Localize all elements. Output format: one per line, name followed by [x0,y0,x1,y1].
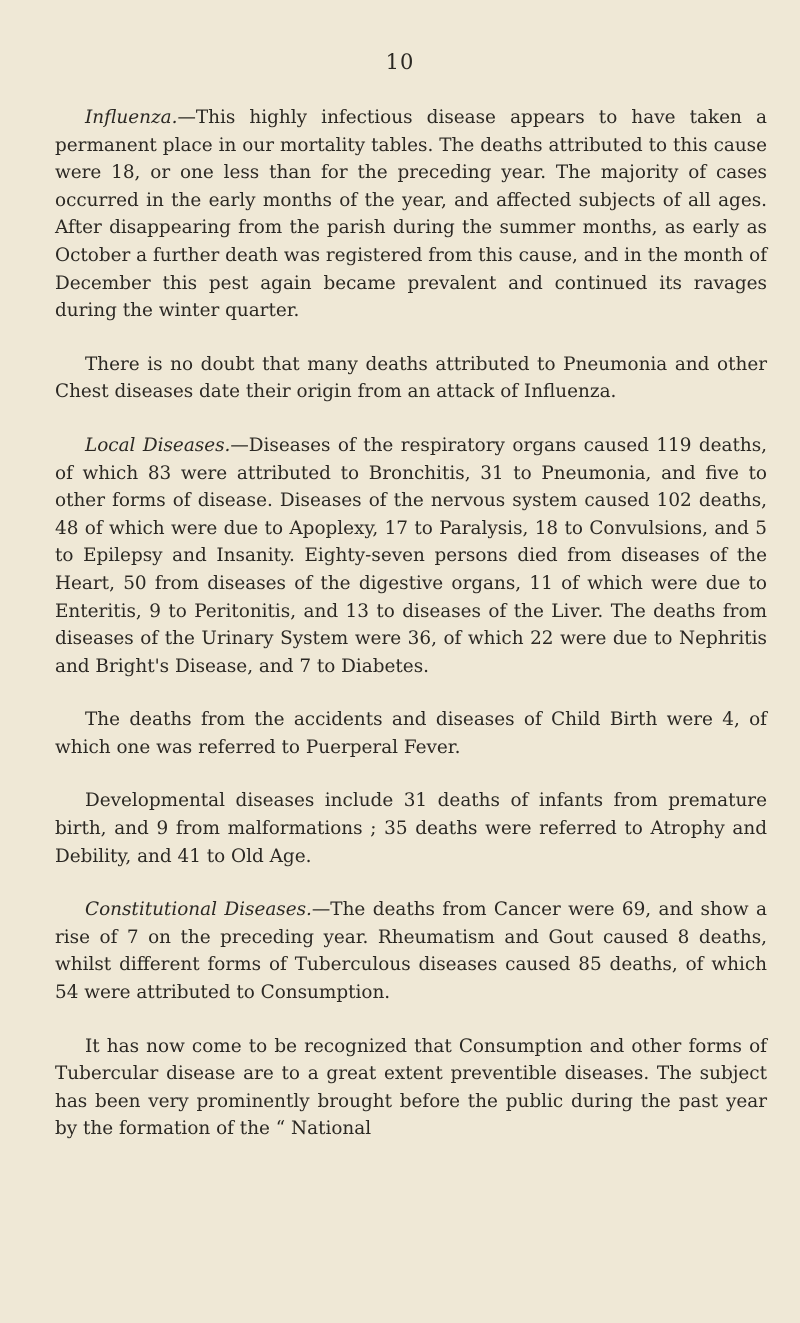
paragraph-text: It has now come to be recognized that Consumption and other forms of Tubercular disease are to a great extent preventible diseases. The subject has been very prominently brought before the public during the past year by the formation of the “ National [55,1035,767,1140]
paragraph-text: —This highly infectious disease appears to have taken a permanent place in our mortality tables. The deaths attributed to this cause were 18, or one less than for the preceding year. The majority of cases occurred in the early months of the year, and affected subjects of all ages. After disappearing from the parish during the summer months, as early as October a further death was registered from this cause, and in the month of December this pest again became prevalent and continued its ravages during the winter quarter. [55,107,767,322]
section-heading-local-diseases: Local Diseases. [85,434,231,456]
paragraph-text: The deaths from the accidents and diseases of Child Birth were 4, of which one was referred to Puerperal Fever. [55,709,767,758]
paragraph-local-diseases [55,432,767,680]
paragraph-developmental [55,787,767,870]
page-number: 10 [385,50,415,74]
paragraph-child-birth [55,706,767,761]
section-heading-influenza: Influenza. [85,107,178,128]
body-text [55,104,767,1167]
paragraph-text: —The deaths from Cancer were 69, and show a rise of 7 on the preceding year. Rheumatism and Gout caused 8 deaths, whilst different forms of Tuberculous diseases caused 85 deaths, of which 54 were attributed to Consumption. [55,899,767,1004]
paragraph-text: —Diseases of the respiratory organs caused 119 deaths, of which 83 were attributed to Bronchitis, 31 to Pneumonia, and five to other forms of disease. Diseases of the nervous system caused 102 deaths, 48 of which were due to Apoplexy, 17 to Paralysis, 18 to Convulsions, and 5 to Epilepsy and Insanity. Eighty-seven persons died from diseases of the Heart, 50 from diseases of the digestive organs, 11 of which were due to Enteritis, 9 to Peritonitis, and 13 to diseases of the Liver. The deaths from diseases of the Urinary System were 36, of which 22 were due to Nephritis and Bright's Disease, and 7 to Diabetes. [55,434,767,677]
paragraph-text: Developmental diseases include 31 deaths of infants from premature birth, and 9 from malformations ; 35 deaths were referred to Atrophy and Debility, and 41 to Old Age. [55,790,767,867]
paragraph-text: There is no doubt that many deaths attributed to Pneumonia and other Chest diseases date their origin from an attack of Influenza. [55,353,767,403]
paragraph-influenza [55,104,767,325]
paragraph-pneumonia-note [55,351,767,406]
section-heading-constitutional-diseases: Constitutional Diseases. [85,899,312,921]
paragraph-consumption [55,1033,767,1143]
paragraph-constitutional-diseases [55,896,767,1006]
